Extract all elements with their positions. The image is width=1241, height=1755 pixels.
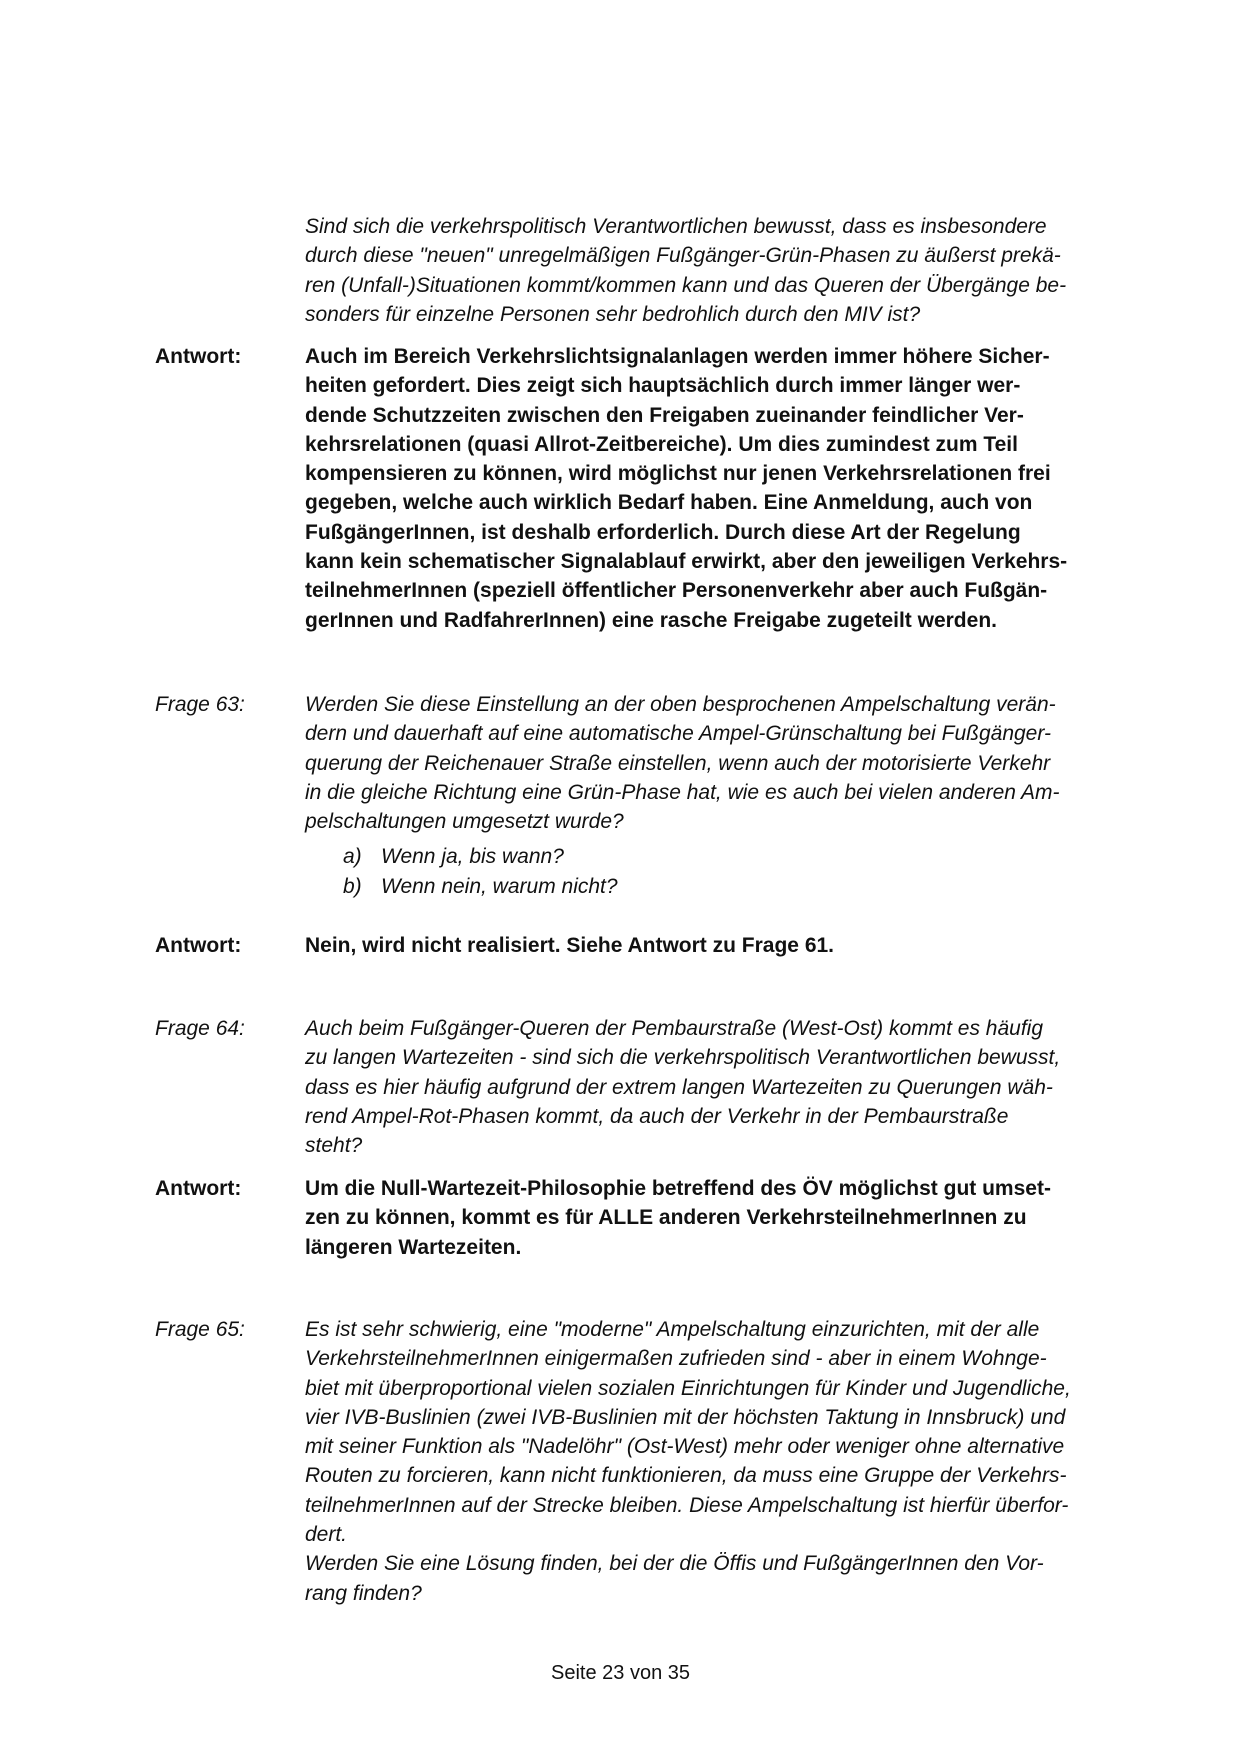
text-line: dass es hier häufig aufgrund der extrem langen Wartezeiten zu Querungen wäh- bbox=[305, 1075, 1053, 1099]
text-line: zen zu können, kommt es für ALLE anderen VerkehrsteilnehmerInnen zu bbox=[305, 1206, 1027, 1230]
block-label: Antwort: bbox=[155, 934, 242, 957]
text-line: gerInnen und RadfahrerInnen) eine rasche Freigabe zugeteilt werden. bbox=[305, 608, 997, 632]
block-text bbox=[305, 212, 1066, 329]
text-line: dende Schutzzeiten zwischen den Freigaben zueinander feindlicher Ver- bbox=[305, 403, 1024, 427]
text-line: dern und dauerhaft auf eine automatische Ampel-Grünschaltung bei Fußgänger- bbox=[305, 722, 1051, 746]
text-line: gegeben, welche auch wirklich Bedarf haben. Eine Anmeldung, auch von bbox=[305, 491, 1033, 515]
text-line: zu langen Wartezeiten - sind sich die verkehrspolitisch Verantwortlichen bewusst, bbox=[305, 1046, 1061, 1070]
block-text bbox=[305, 1014, 1060, 1160]
text-line: VerkehrsteilnehmerInnen einigermaßen zufrieden sind - aber in einem Wohnge- bbox=[305, 1347, 1047, 1371]
text-line: vier IVB-Buslinien (zwei IVB-Buslinien mit der höchsten Taktung in Innsbruck) und bbox=[305, 1405, 1066, 1429]
text-line: steht? bbox=[305, 1134, 363, 1158]
text-line: teilnehmerInnen (speziell öffentlicher Personenverkehr aber auch Fußgän- bbox=[305, 579, 1048, 603]
text-line: biet mit überproportional vielen sozialen Einrichtungen für Kinder und Jugendliche, bbox=[305, 1376, 1071, 1400]
block-text bbox=[305, 690, 1060, 901]
text-line: sonders für einzelne Personen sehr bedrohlich durch den MIV ist? bbox=[305, 302, 921, 326]
list-marker: b) bbox=[343, 874, 362, 898]
text-line: kompensieren zu können, wird möglichst nur jenen Verkehrsrelationen frei bbox=[305, 462, 1051, 486]
text-line: heiten gefordert. Dies zeigt sich hauptsächlich durch immer länger wer- bbox=[305, 374, 1021, 398]
block-text bbox=[305, 931, 834, 960]
sub-question bbox=[343, 842, 1060, 871]
text-line: Routen zu forcieren, kann nicht funktionieren, da muss eine Gruppe der Verkehrs- bbox=[305, 1464, 1067, 1488]
text-line: Auch im Bereich Verkehrslichtsignalanlagen werden immer höhere Sicher- bbox=[305, 345, 1050, 368]
block-text bbox=[305, 1315, 1071, 1608]
page-number: Seite 23 von 35 bbox=[551, 1662, 690, 1684]
text-line: rang finden? bbox=[305, 1581, 422, 1605]
block-label: Frage 65: bbox=[155, 1318, 245, 1341]
list-marker: a) bbox=[343, 845, 362, 869]
text-line: rend Ampel-Rot-Phasen kommt, da auch der Verkehr in der Pembaurstraße bbox=[305, 1104, 1009, 1128]
block-label: Frage 63: bbox=[155, 693, 245, 716]
text-line: in die gleiche Richtung eine Grün-Phase hat, wie es auch bei vielen anderen Am- bbox=[305, 780, 1060, 804]
block-label: Frage 64: bbox=[155, 1017, 245, 1040]
sub-question-list bbox=[305, 842, 1060, 901]
text-line: ren (Unfall-)Situationen kommt/kommen kann und das Queren der Übergänge be- bbox=[305, 273, 1067, 297]
sub-question-text: Wenn nein, warum nicht? bbox=[381, 874, 618, 898]
text-line: kann kein schematischer Signalablauf erwirkt, aber den jeweiligen Verkehrs- bbox=[305, 550, 1068, 574]
text-line: Auch beim Fußgänger-Queren der Pembaurstraße (West-Ost) kommt es häufig bbox=[305, 1017, 1044, 1040]
text-line: Werden Sie eine Lösung finden, bei der die Öffis und FußgängerInnen den Vor- bbox=[305, 1552, 1044, 1576]
text-line: teilnehmerInnen auf der Strecke bleiben. Diese Ampelschaltung ist hierfür überfor- bbox=[305, 1493, 1069, 1517]
text-line: längeren Wartezeiten. bbox=[305, 1235, 522, 1259]
block-text bbox=[305, 342, 1067, 635]
text-line: durch diese "neuen" unregelmäßigen Fußgänger-Grün-Phasen zu äußerst prekä- bbox=[305, 244, 1061, 268]
text-line: pelschaltungen umgesetzt wurde? bbox=[305, 810, 624, 834]
text-line: Sind sich die verkehrspolitisch Verantwortlichen bewusst, dass es insbesondere bbox=[305, 215, 1047, 238]
sub-question-text: Wenn ja, bis wann? bbox=[381, 845, 564, 869]
text-line: Es ist sehr schwierig, eine "moderne" Ampelschaltung einzurichten, mit der alle bbox=[305, 1318, 1040, 1341]
text-line: FußgängerInnen, ist deshalb erforderlich. Durch diese Art der Regelung bbox=[305, 520, 1021, 544]
text-line: querung der Reichenauer Straße einstellen, wenn auch der motorisierte Verkehr bbox=[305, 751, 1051, 775]
sub-question bbox=[343, 872, 1060, 901]
text-line: kehrsrelationen (quasi Allrot-Zeitbereiche). Um dies zumindest zum Teil bbox=[305, 432, 1018, 456]
block-text bbox=[305, 1174, 1051, 1262]
text-line: mit seiner Funktion als "Nadelöhr" (Ost-West) mehr oder weniger ohne alternative bbox=[305, 1435, 1065, 1459]
block-label: Antwort: bbox=[155, 1177, 242, 1200]
text-line: Werden Sie diese Einstellung an der oben besprochenen Ampelschaltung verän- bbox=[305, 693, 1056, 716]
block-label: Antwort: bbox=[155, 345, 242, 368]
text-line: dert. bbox=[305, 1523, 348, 1547]
text-line: Nein, wird nicht realisiert. Siehe Antwort zu Frage 61. bbox=[305, 934, 835, 957]
text-line: Um die Null-Wartezeit-Philosophie betreffend des ÖV möglichst gut umset- bbox=[305, 1177, 1051, 1200]
